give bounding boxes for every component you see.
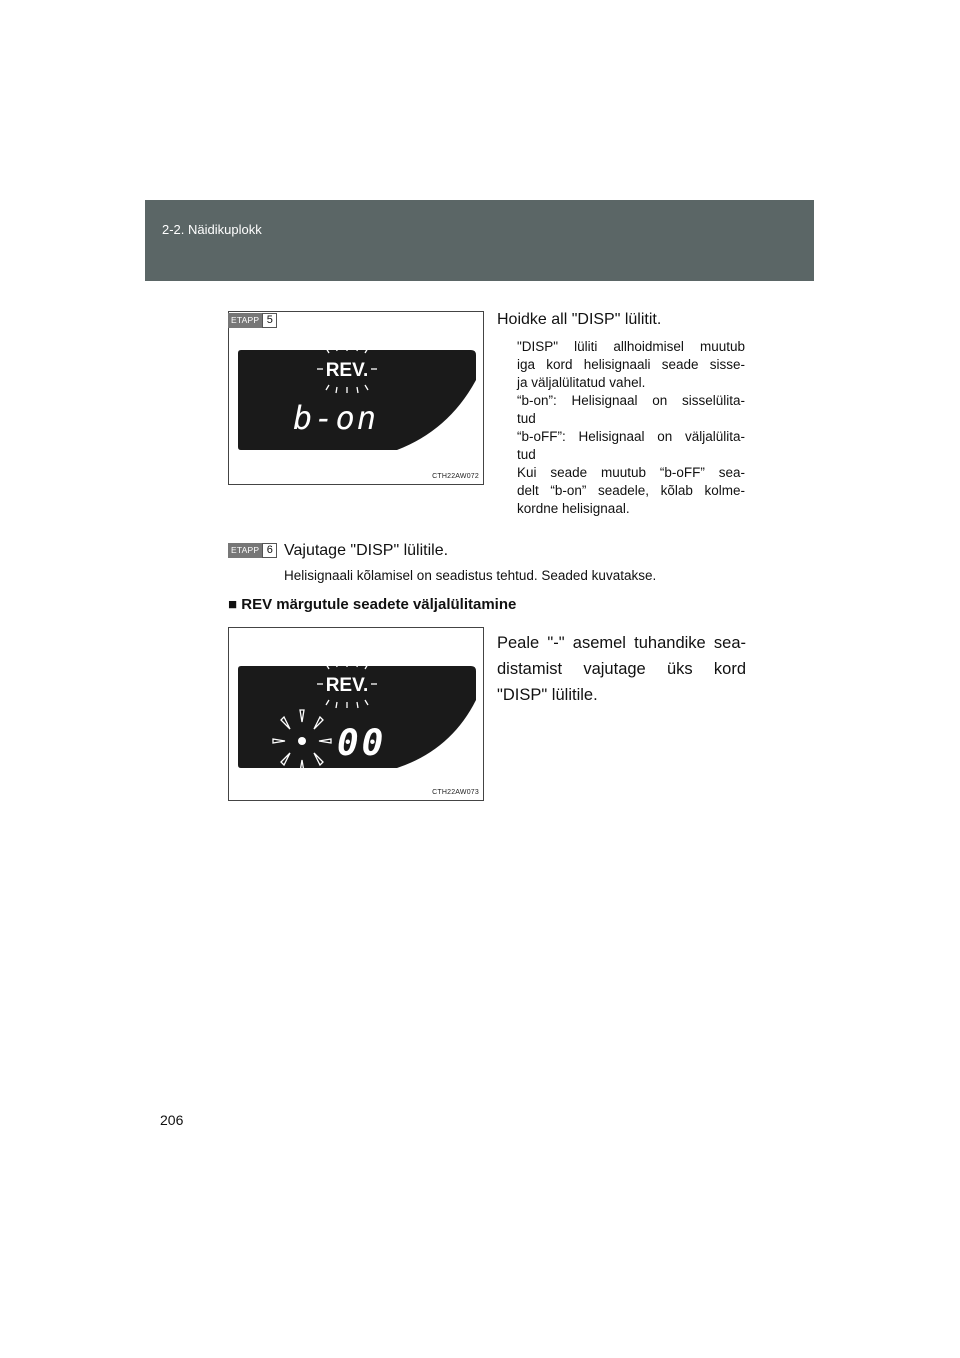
- note-line: delt “b-on” seadele, kõlab kolme-: [517, 483, 745, 498]
- note-line: kordne helisignaal.: [517, 501, 630, 516]
- lcd-display-illustration: [229, 628, 485, 802]
- note-line: Kui seade muutub “b-oFF” sea-: [517, 465, 745, 480]
- lcd-display-illustration: [229, 312, 485, 486]
- lcd-readout-text: b-on: [293, 399, 379, 437]
- step6-note: Helisignaali kõlamisel on seadistus tehtud. Seaded kuvatakse.: [284, 568, 657, 583]
- flashing-digit-icon: [273, 710, 331, 772]
- section-instruction: [497, 630, 746, 708]
- instruction-line: distamist vajutage üks kord: [497, 660, 746, 678]
- step-badge-number: 5: [262, 313, 277, 328]
- step-badge-5: [228, 313, 277, 328]
- figure-00-display: [228, 627, 484, 801]
- page-number: 206: [160, 1112, 184, 1128]
- note-line: “b-on”: Helisignaal on sisselülita-: [517, 393, 745, 408]
- instruction-line: "DISP" lülitile.: [497, 686, 598, 704]
- step5-instruction: Hoidke all "DISP" lülitit.: [497, 311, 662, 328]
- note-line: "DISP" lüliti allhoidmisel muutub: [517, 339, 745, 354]
- figure-code: CTH22AW072: [432, 473, 479, 480]
- note-line: tud: [517, 411, 536, 426]
- section-heading-text: REV märgutule seadete väljalülitamine: [241, 596, 517, 613]
- step5-note: [517, 338, 745, 518]
- rev-indicator-text: REV.: [325, 360, 369, 381]
- step-badge-label: ETAPP: [228, 543, 262, 558]
- note-line: “b-oFF”: Helisignaal on väljalülita-: [517, 429, 745, 444]
- figure-code: CTH22AW073: [432, 789, 479, 796]
- bullet-square-icon: ■: [228, 596, 238, 613]
- step6-instruction: Vajutage "DISP" lülitile.: [284, 542, 449, 559]
- instruction-line: Peale "-" asemel tuhandike sea-: [497, 634, 746, 652]
- rev-indicator-text: REV.: [325, 675, 369, 696]
- note-line: iga kord helisignaali seade sisse-: [517, 357, 745, 372]
- figure-b-on-display: [228, 311, 484, 485]
- note-line: ja väljalülitatud vahel.: [517, 375, 646, 390]
- section-heading: [228, 596, 748, 613]
- step-badge-number: 6: [262, 543, 277, 558]
- step-badge-6: [228, 543, 277, 558]
- lcd-readout-text: 00: [337, 723, 387, 764]
- section-title: 2-2. Näidikuplokk: [162, 222, 262, 237]
- step-badge-label: ETAPP: [228, 313, 262, 328]
- note-line: tud: [517, 447, 536, 462]
- page-header: [145, 200, 814, 281]
